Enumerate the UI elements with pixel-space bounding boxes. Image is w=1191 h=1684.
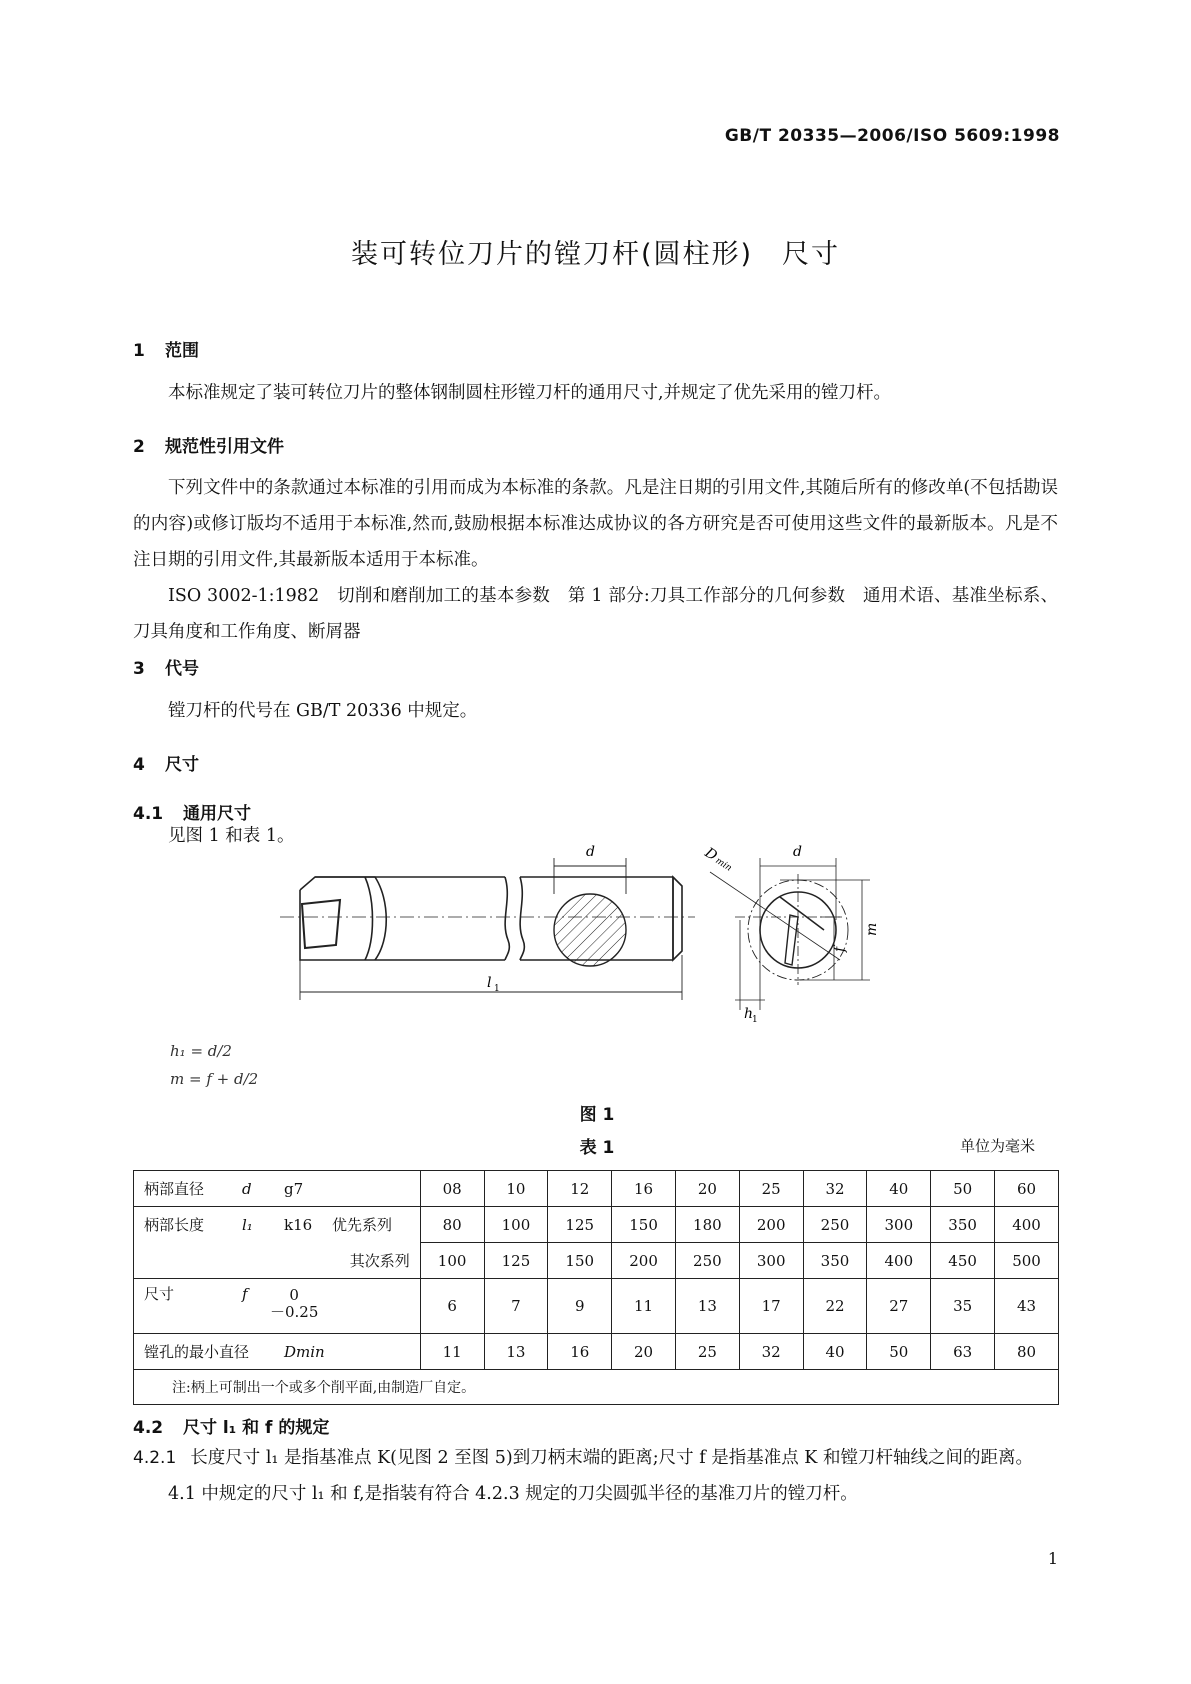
table-cell: 500 [995,1243,1059,1279]
table-cell: 350 [931,1207,995,1243]
row-label [134,1171,421,1207]
table-cell: 50 [931,1171,995,1207]
table-cell: 20 [675,1171,739,1207]
row-series: 优先系列 [332,1216,393,1235]
table-cell: 180 [675,1207,739,1243]
table-cell: 13 [484,1334,548,1370]
table-cell: 300 [739,1243,803,1279]
table-cell: 11 [420,1334,484,1370]
section-1-body [133,375,1058,411]
label-m: m [864,922,880,936]
section-number: 4 [133,755,145,775]
table-cell: 12 [548,1171,612,1207]
row-symbol: l₁ [242,1216,253,1235]
end-view-dimensions [710,858,870,1010]
section-1-heading [133,336,199,361]
table-cell: 35 [931,1279,995,1334]
cross-section-hatch [554,894,626,966]
table-cell: 100 [420,1243,484,1279]
tolerance-lower: －0.25 [270,1303,319,1321]
table-cell: 200 [612,1243,676,1279]
label-d-right: d [793,844,802,860]
paragraph: ISO 3002-1:1982 切削和磨削加工的基本参数 第 1 部分:刀具工作部分的几何参数 通用术语、基准坐标系、刀具角度和工作角度、断屑器 [133,586,1058,642]
paragraph: 4.1 中规定的尺寸 l₁ 和 f,是指装有符合 4.2.3 规定的刀尖圆弧半径的基准刀片的镗刀杆。 [168,1484,858,1504]
section-4-1-body [133,818,1058,854]
row-label [134,1334,421,1370]
table-cell: 40 [803,1334,867,1370]
table-cell: 80 [995,1334,1059,1370]
label-l1-sub: 1 [494,984,500,994]
section-title: 尺寸 l₁ 和 f 的规定 [183,1418,330,1438]
row-label-text: 柄部长度 [144,1216,205,1235]
table-cell: 80 [420,1207,484,1243]
table-cell: 250 [803,1207,867,1243]
table-row-dmin [134,1334,1059,1370]
table-cell: 150 [548,1243,612,1279]
table-note: 注:柄上可制出一个或多个削平面,由制造厂自定。 [134,1370,1059,1405]
paragraph [133,1440,1058,1476]
row-symbol: d [242,1180,252,1198]
section-title: 通用尺寸 [183,804,251,824]
row-tolerance: k16 [284,1216,313,1235]
label-h1-sub: 1 [752,1015,758,1025]
table-cell: 63 [931,1334,995,1370]
row-tolerance [270,1287,318,1321]
table-cell: 60 [995,1171,1059,1207]
section-title: 代号 [165,659,199,679]
section-3-body [133,693,1058,729]
table-row-length-preferred [134,1207,1059,1243]
section-2-body [133,470,1058,650]
table-cell: 10 [484,1171,548,1207]
table-cell: 6 [420,1279,484,1334]
table-cell: 22 [803,1279,867,1334]
dimensions-table [133,1170,1059,1405]
table-cell: 32 [739,1334,803,1370]
table-cell: 40 [867,1171,931,1207]
label-dmin: D [701,844,720,865]
row-label-text: 柄部直径 [144,1180,205,1198]
clause-text: 长度尺寸 l₁ 是指基准点 K(见图 2 至图 5)到刀柄末端的距离;尺寸 f 是指基准点 K 和镗刀杆轴线之间的距离。 [190,1448,1033,1468]
row-tolerance: g7 [284,1180,304,1198]
table-cell: 16 [612,1171,676,1207]
table-cell: 20 [612,1334,676,1370]
paragraph: 见图 1 和表 1。 [168,826,295,846]
section-number: 3 [133,659,145,679]
label-l1: l [487,975,492,991]
formula-h1: h₁ = d/2 [170,1042,232,1060]
row-label-text: 镗孔的最小直径 [144,1343,250,1361]
figure-caption: 图 1 [579,1105,615,1125]
section-number: 1 [133,341,145,361]
dimension-d-left [554,858,626,894]
clause-number: 4.2.1 [133,1448,177,1468]
label-f: f [832,946,848,952]
table-unit: 单位为毫米 [959,1137,1035,1155]
paragraph: 镗刀杆的代号在 GB/T 20336 中规定。 [168,701,478,721]
figure-1-drawing [280,844,920,1040]
table-cell: 08 [420,1171,484,1207]
section-title: 范围 [165,341,199,361]
section-4-2-1-body [133,1440,1058,1512]
table-cell: 32 [803,1171,867,1207]
label-d-left: d [586,844,595,860]
page-title: 装可转位刀片的镗刀杆(圆柱形) 尺寸 [350,239,841,270]
table-caption: 表 1 [579,1138,615,1158]
table-cell: 125 [548,1207,612,1243]
table-row-f [134,1279,1059,1334]
row-symbol: Dmin [284,1343,325,1361]
table-cell: 150 [612,1207,676,1243]
row-label-text: 尺寸 [144,1285,175,1303]
table-cell: 43 [995,1279,1059,1334]
section-title: 规范性引用文件 [165,437,284,457]
table-row-length-secondary [134,1243,1059,1279]
table-cell: 125 [484,1243,548,1279]
section-3-heading [133,654,199,679]
table-cell: 250 [675,1243,739,1279]
row-label [134,1207,421,1243]
row-label [134,1243,421,1279]
table-cell: 9 [548,1279,612,1334]
table-cell: 11 [612,1279,676,1334]
section-number: 4.1 [133,804,164,824]
table-cell: 400 [995,1207,1059,1243]
table-cell: 400 [867,1243,931,1279]
row-symbol: f [242,1285,248,1303]
table-row-note [134,1370,1059,1405]
table-cell: 100 [484,1207,548,1243]
section-number: 4.2 [133,1418,164,1438]
table-cell: 200 [739,1207,803,1243]
standard-number: GB/T 20335—2006/ISO 5609:1998 [724,126,1060,146]
table-cell: 350 [803,1243,867,1279]
tolerance-upper: 0 [289,1286,299,1304]
paragraph: 本标准规定了装可转位刀片的整体钢制圆柱形镗刀杆的通用尺寸,并规定了优先采用的镗刀杆。 [168,383,892,403]
section-number: 2 [133,437,145,457]
table-row-diameter [134,1171,1059,1207]
table-cell: 50 [867,1334,931,1370]
page-number: 1 [1047,1549,1058,1568]
table-cell: 7 [484,1279,548,1334]
table-cell: 17 [739,1279,803,1334]
table-cell: 25 [739,1171,803,1207]
paragraph: 下列文件中的条款通过本标准的引用而成为本标准的条款。凡是注日期的引用文件,其随后所有的修改单(不包括勘误的内容)或修订版均不适用于本标准,然而,鼓励根据本标准达成协议的各方研究是否可使用这些文件的最新版本。凡是不注日期的引用文件,其最新版本适用于本标准。 [133,478,1058,570]
section-4-heading [133,750,199,775]
table-cell: 27 [867,1279,931,1334]
label-h1: h [744,1006,754,1022]
table-cell: 13 [675,1279,739,1334]
section-title: 尺寸 [165,755,199,775]
section-2-heading [133,432,284,457]
section-4-2-heading [133,1413,329,1438]
table-cell: 25 [675,1334,739,1370]
table-cell: 450 [931,1243,995,1279]
table-cell: 16 [548,1334,612,1370]
label-dmin-sub: min [713,856,734,874]
row-label [134,1279,421,1334]
table-cell: 300 [867,1207,931,1243]
row-series: 其次系列 [349,1251,410,1270]
formula-m: m = f + d/2 [170,1070,259,1088]
